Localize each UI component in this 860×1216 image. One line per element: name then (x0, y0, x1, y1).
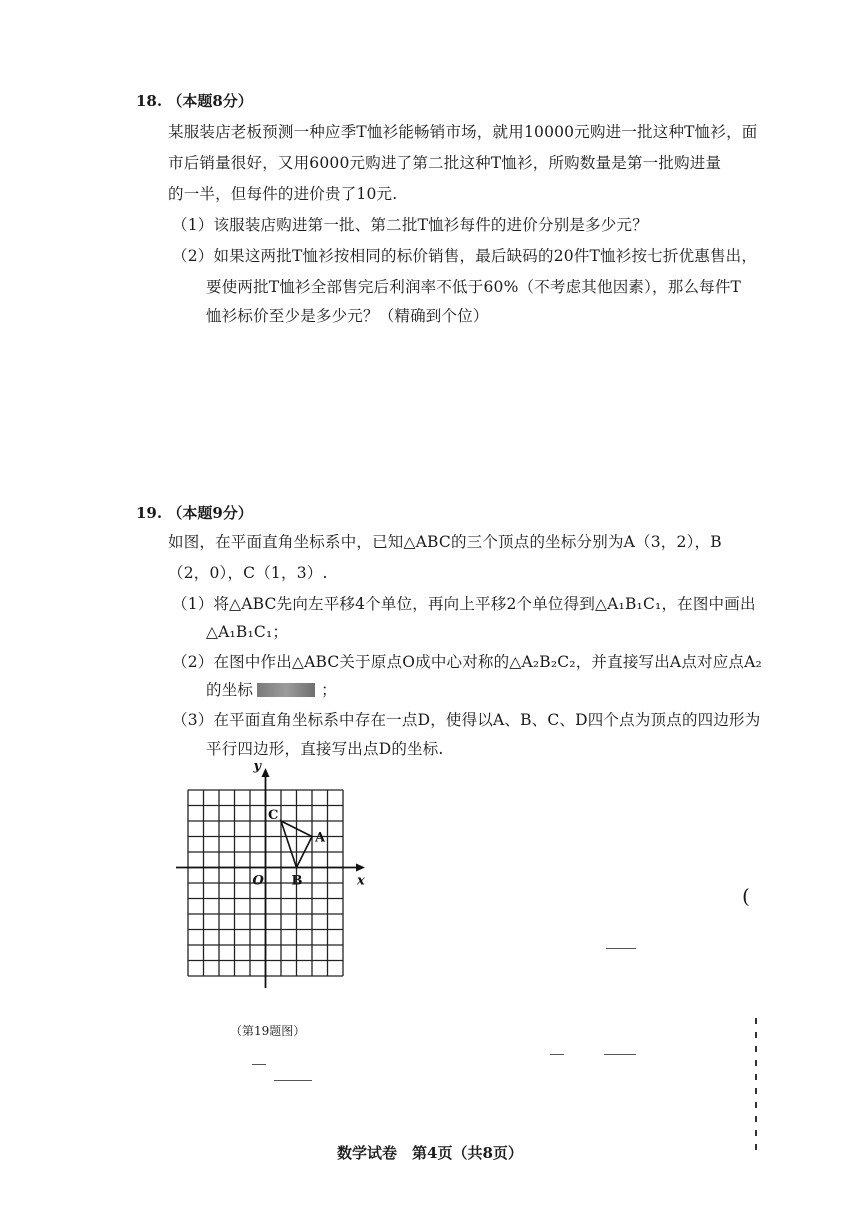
stray-mark (604, 1054, 636, 1055)
binding-dotted-line (755, 1018, 757, 1158)
stray-mark (274, 1080, 312, 1081)
q18-text-line-2: 市后销量很好，又用6000元购进了第二批这种T恤衫，所购数量是第一批购进量 (168, 154, 722, 172)
q19-header: 19. （本题9分） (136, 504, 253, 522)
q19-part-2-line-2 (206, 678, 337, 700)
point-label-b: B (291, 873, 303, 889)
q19-part-2-line-1: （2）在图中作出△ABC关于原点O成中心对称的△A₂B₂C₂，并直接写出A点对应点A₂ (172, 653, 762, 671)
q19-part-3-line-2: 平行四边形，直接写出点D的坐标. (206, 740, 444, 758)
q19-part-1-line-1: （1）将△ABC先向左平移4个单位，再向上平移2个单位得到△A₁B₁C₁，在图中画出 (172, 595, 756, 613)
stray-mark (606, 948, 636, 949)
q18-part-1: （1）该服装店购进第一批、第二批T恤衫每件的进价分别是多少元？ (172, 216, 648, 234)
q19-text-line-2: （2，0），C（1，3）. (168, 564, 328, 582)
q19-part-2-coord-label: 的坐标 (206, 681, 254, 699)
y-axis-arrow (262, 768, 270, 777)
page-footer: 数学试卷 第4页（共8页） (337, 1144, 523, 1162)
x-axis-label: x (357, 873, 365, 889)
q19-part-3-line-1: （3）在平面直角坐标系中存在一点D，使得以A、B、C、D四个点为顶点的四边形为 (172, 711, 761, 729)
point-label-a: A (315, 830, 326, 846)
origin-label: O (252, 873, 264, 889)
q19-text-line-1: 如图，在平面直角坐标系中，已知△ABC的三个顶点的坐标分别为A（3，2），B (168, 533, 722, 551)
stray-mark (550, 1054, 564, 1055)
q18-text-line-1: 某服装店老板预测一种应季T恤衫能畅销市场，就用10000元购进一批这种T恤衫，面 (168, 123, 758, 141)
figure-labels (253, 760, 366, 889)
x-axis-arrow (356, 864, 365, 872)
q18-part-2-line-2: 要使两批T恤衫全部售完后利润率不低于60%（不考虑其他因素），那么每件T (206, 278, 742, 296)
q19-part-1-line-2: △A₁B₁C₁； (206, 623, 289, 641)
q18-part-2-line-3: 恤衫标价至少是多少元？（精确到个位） (206, 307, 489, 325)
q18-header: 18. （本题8分） (136, 92, 253, 110)
q18-text-line-3: 的一半，但每件的进价贵了10元. (168, 185, 398, 203)
y-axis-label: y (253, 760, 262, 774)
q19-part-2-semicolon: ； (321, 681, 337, 699)
point-label-c: C (268, 808, 279, 823)
redacted-answer-box (257, 683, 315, 697)
margin-parenthesis: ( (742, 884, 750, 908)
stray-mark (252, 1064, 266, 1065)
coordinate-grid-figure (160, 760, 380, 1020)
q18-part-2-line-1: （2）如果这两批T恤衫按相同的标价销售，最后缺码的20件T恤衫按七折优惠售出， (172, 247, 758, 265)
axes (176, 768, 365, 988)
figure-caption: （第19题图） (230, 1024, 306, 1038)
